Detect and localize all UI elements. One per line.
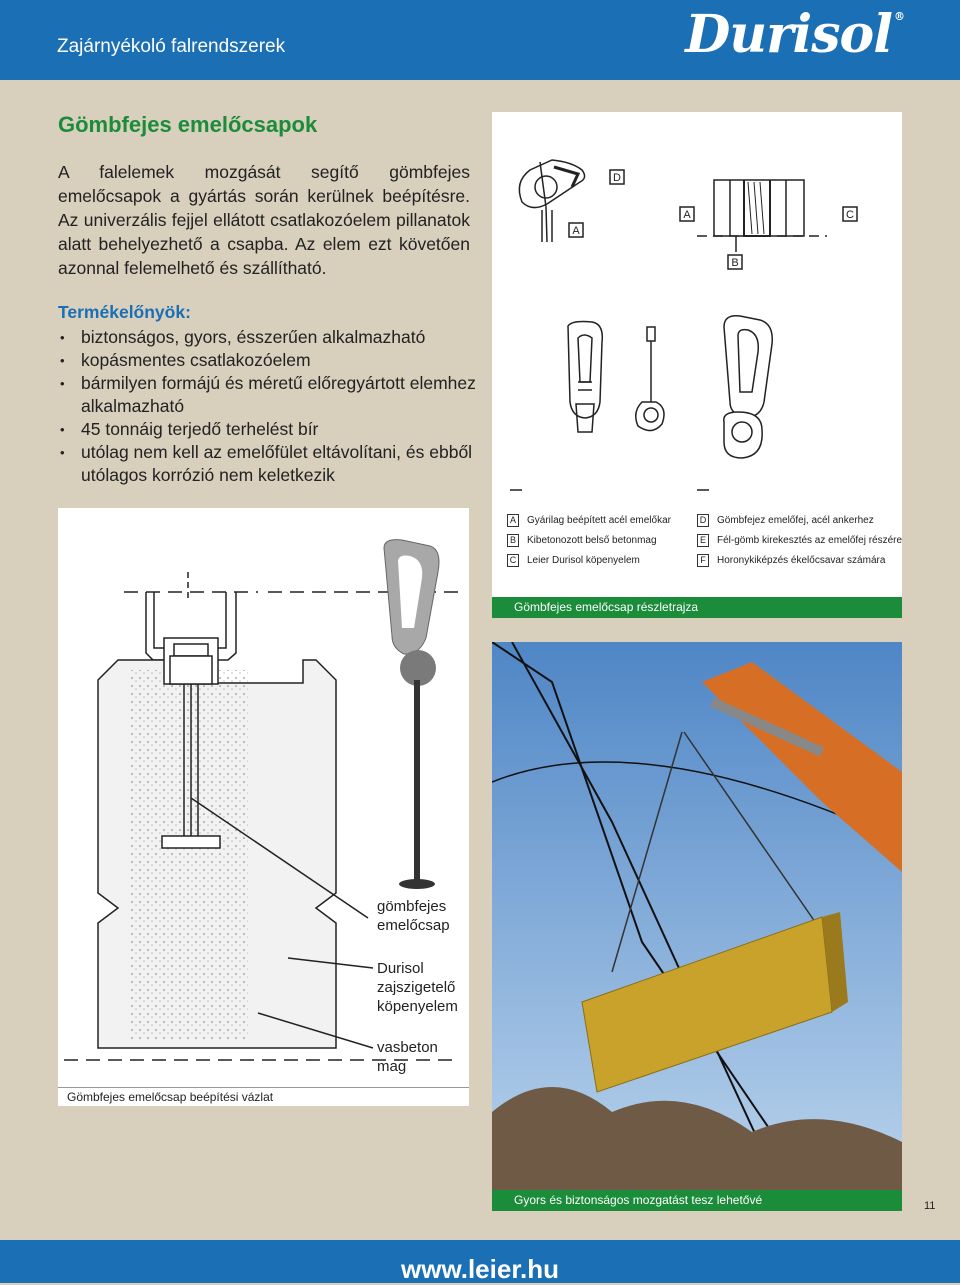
label-c: C [846, 209, 854, 221]
benefits-heading: Termékelőnyök: [58, 302, 191, 322]
page-header [0, 0, 960, 80]
durisol-logo: Durisol ® [685, 4, 904, 65]
legend-item: E Fél-gömb kirekesztés az emelőfej részére [697, 534, 902, 547]
label-a-right: A [683, 209, 691, 221]
legend-item: B Kibetonozott belső betonmag [507, 534, 657, 547]
crane-photo [492, 642, 902, 1192]
list-item: • kopásmentes csatlakozóelem [58, 349, 478, 372]
page-number: 11 [924, 1200, 936, 1212]
label-b: B [731, 257, 739, 269]
callout-shell: Durisol zajszigetelő köpenyelem [377, 960, 458, 1015]
intro-paragraph: A falelemek mozgását segítő gömbfejes emelőcsapok a gyártás során kerülnek beépítésre. Az univerzális fejjel ellátott csatlakozóelem pillanatok alatt behelyezhető a csapba. Az elem ezt követően azonnal felemelhető és szállítható. [58, 162, 470, 278]
callout-core: vasbeton mag [377, 1039, 438, 1075]
list-item: • 45 tonnáig terjedő terhelést bír [58, 418, 478, 441]
legend-item: F Horonykiképzés ékelőcsavar számára [697, 554, 885, 567]
detail-caption: Gömbfejes emelőcsap részletrajza [492, 597, 902, 618]
page-footer [0, 1240, 960, 1283]
callout-anchor: gömbfejes emelőcsap [377, 898, 450, 934]
install-sketch-panel [58, 508, 469, 1106]
legend-item: C Leier Durisol köpenyelem [507, 554, 640, 567]
page-title: Gömbfejes emelőcsapok [58, 112, 318, 137]
label-a: A [572, 225, 580, 237]
benefits-list [58, 326, 478, 487]
footer-url[interactable]: www.leier.hu [401, 1254, 559, 1284]
section-title: Zajárnyékoló falrendszerek [57, 36, 286, 57]
list-item: • utólag nem kell az emelőfület eltávolítani, és ebből utólagos korrózió nem keletkezik [58, 441, 478, 487]
legend-item: A Gyárilag beépített acél emelőkar [507, 514, 671, 527]
detail-drawing-panel [492, 112, 902, 618]
install-caption: Gömbfejes emelőcsap beépítési vázlat [58, 1087, 469, 1106]
label-d: D [613, 172, 621, 184]
photo-caption: Gyors és biztonságos mozgatást tesz lehetővé [492, 1190, 902, 1211]
detail-legend [507, 514, 902, 574]
list-item: • biztonságos, gyors, ésszerűen alkalmazható [58, 326, 478, 349]
legend-item: D Gömbfejez emelőfej, acél ankerhez [697, 514, 874, 527]
list-item: • bármilyen formájú és méretű előregyártott elemhez alkalmazható [58, 372, 478, 418]
